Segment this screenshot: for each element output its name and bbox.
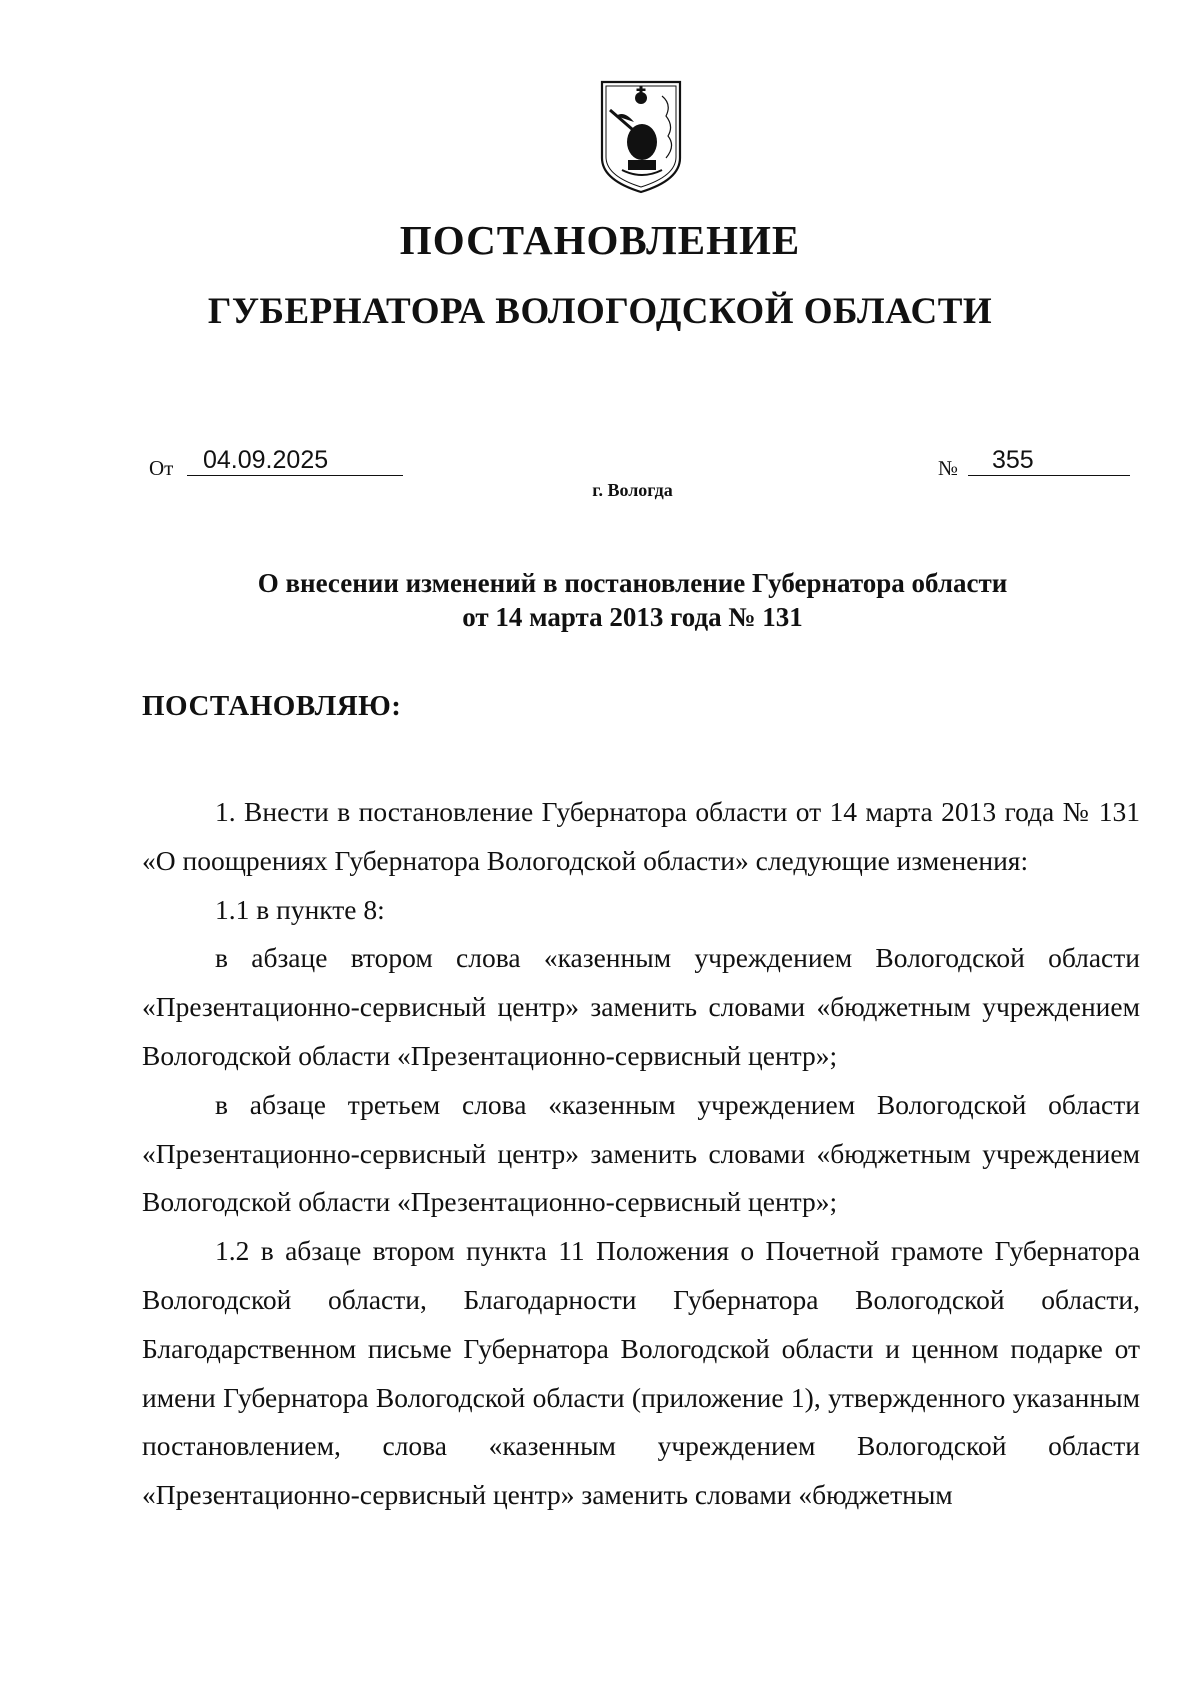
subject-line-1: О внесении изменений в постановление Губернатора области: [257, 568, 1008, 598]
city-label: г. Вологда: [592, 480, 673, 500]
date-label: От: [149, 456, 174, 480]
number-value: 355: [992, 446, 1034, 474]
body-paragraph: 1.1 в пункте 8:: [215, 893, 385, 925]
issuer-title: ГУБЕРНАТОРА ВОЛОГОДСКОЙ ОБЛАСТИ: [207, 291, 993, 332]
document-type-title: ПОСТАНОВЛЕНИЕ: [399, 217, 801, 263]
date-value: 04.09.2025: [203, 446, 329, 474]
body-paragraph: 1. Внести в постановление Губернатора области от 14 марта 2013 года № 131 «О поощрениях Губернатора Вологодской области» следующие изменения:: [142, 796, 1140, 876]
document-subject: [0, 566, 1200, 634]
body-paragraph: 1.2 в абзаце втором пункта 11 Положения о Почетной грамоте Губернатора Вологодской области, Благодарности Губернатора Вологодской области, Благодарственном письме Губернатора Вологодской области и ценном подарке от имени Губернатора Вологодской области (приложение 1), утвержденного указанным постановлением, слова «казенным учреждением Вологодской области «Презентационно-сервисный центр» заменить словами «бюджетным: [142, 1235, 1140, 1511]
body-paragraph: в абзаце третьем слова «казенным учреждением Вологодской области «Презентационно-сервисный центр» заменить словами «бюджетным учреждением Вологодской области «Презентационно-сервисный центр»;: [142, 1088, 1140, 1218]
date-underline: [187, 475, 403, 476]
coat-of-arms-emblem: [596, 76, 686, 196]
subject-line-2: от 14 марта 2013 года № 131: [462, 602, 803, 632]
number-underline: [968, 475, 1130, 476]
body-paragraph: в абзаце втором слова «казенным учреждением Вологодской области «Презентационно-сервисный центр» заменить словами «бюджетным учреждением Вологодской области «Презентационно-сервисный центр»;: [142, 942, 1140, 1071]
resolve-heading: ПОСТАНОВЛЯЮ:: [142, 690, 402, 722]
document-body: [142, 788, 1140, 1520]
number-label: №: [938, 456, 959, 480]
